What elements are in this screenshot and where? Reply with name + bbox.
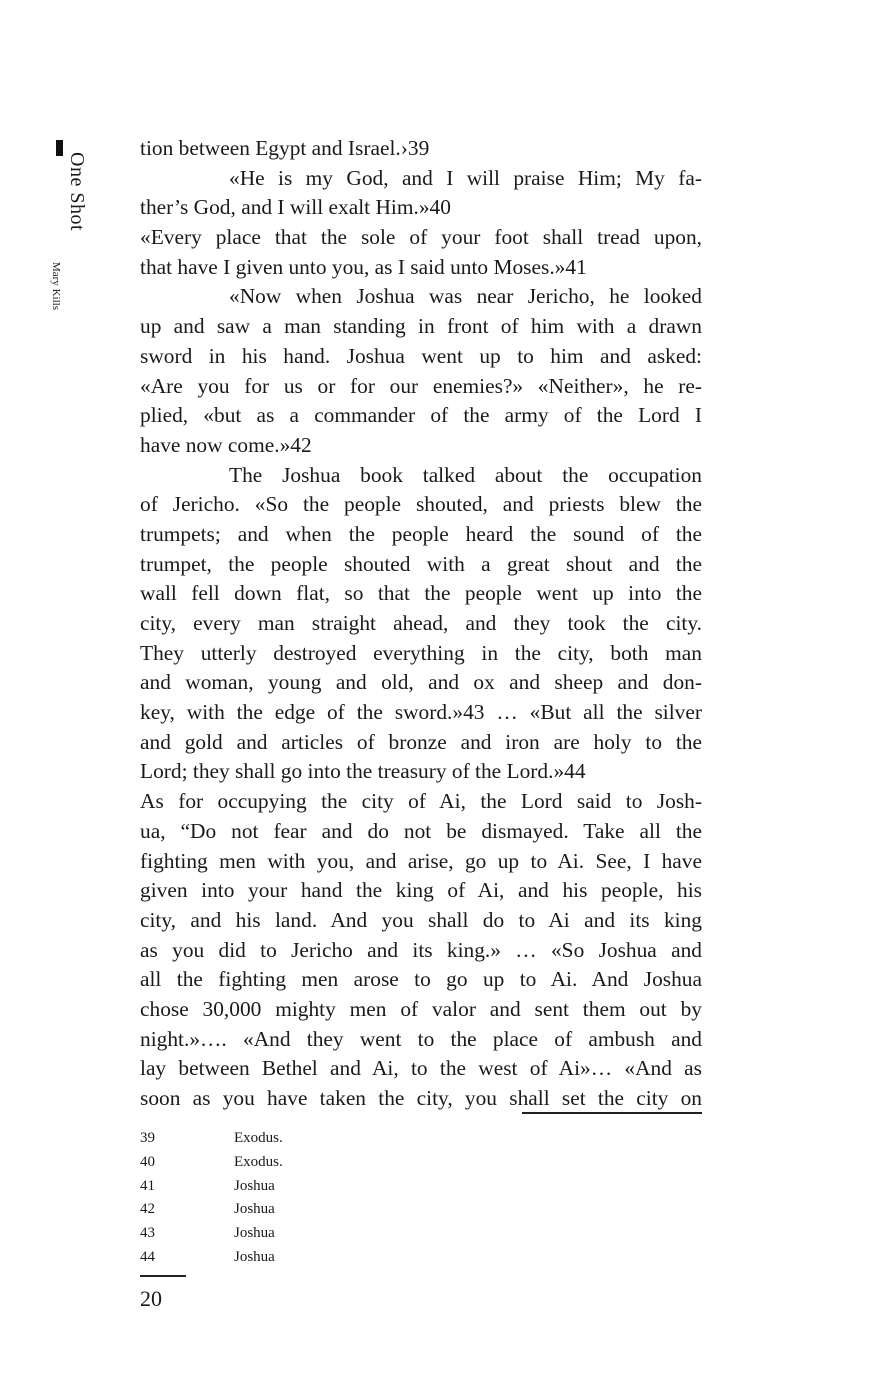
text-line: tion between Egypt and Israel.›39	[140, 136, 430, 160]
footnote-text: Joshua	[234, 1201, 275, 1218]
text-line: plied, «but as a commander of the army of the Lord I	[140, 403, 702, 428]
text-line: lay between Bethel and Ai, to the west of Ai»… «And as	[140, 1056, 702, 1081]
footnote-text: Joshua	[234, 1177, 275, 1194]
book-author: Mary Kills	[50, 262, 62, 310]
text-line: chose 30,000 mighty men of valor and sent them out by	[140, 996, 702, 1021]
text-line: The Joshua book talked about the occupation	[229, 462, 702, 487]
footnote	[140, 1246, 283, 1270]
text-line: city, every man straight ahead, and they took the city.	[140, 611, 702, 635]
footnote-number: 41	[140, 1177, 155, 1194]
page-number-rule	[140, 1275, 186, 1277]
text-line: As for occupying the city of Ai, the Lord said to Josh-	[140, 789, 702, 814]
footnote-separator	[522, 1112, 702, 1114]
text-line: night.»…. «And they went to the place of ambush and	[140, 1026, 702, 1051]
body-text	[140, 134, 702, 1114]
text-line: and gold and articles of bronze and iron are holy to the	[140, 729, 702, 754]
text-line: key, with the edge of the sword.»43 … «But all the silver	[140, 700, 702, 725]
text-line: trumpets; and when the people heard the sound of the	[140, 521, 702, 546]
text-line: fighting men with you, and arise, go up to Ai. See, I have	[140, 848, 702, 873]
footnote-text: Joshua	[234, 1248, 275, 1265]
footnote	[140, 1198, 283, 1222]
running-head-bar	[56, 140, 63, 156]
text-line: Lord; they shall go into the treasury of the Lord.»44	[140, 759, 586, 784]
footnotes	[140, 1127, 283, 1270]
text-line: as you did to Jericho and its king.» … «So Joshua and	[140, 937, 702, 962]
text-line: and woman, young and old, and ox and sheep and don-	[140, 670, 702, 695]
text-line: «Every place that the sole of your foot shall tread upon,	[140, 225, 702, 250]
footnote-text: Joshua	[234, 1225, 275, 1242]
book-title: One Shot	[66, 152, 88, 231]
footnote-number: 40	[140, 1153, 155, 1170]
text-line: up and saw a man standing in front of him with a drawn	[140, 314, 702, 339]
text-line: «He is my God, and I will praise Him; My fa-	[229, 165, 702, 190]
text-line: ther’s God, and I will exalt Him.»40	[140, 195, 451, 220]
text-line: They utterly destroyed everything in the city, both man	[140, 640, 702, 665]
footnote	[140, 1175, 283, 1199]
text-line: given into your hand the king of Ai, and his people, his	[140, 878, 702, 903]
footnote-text: Exodus.	[234, 1130, 283, 1146]
footnote	[140, 1222, 283, 1246]
text-line: sword in his hand. Joshua went up to him and asked:	[140, 343, 702, 368]
text-line: wall fell down flat, so that the people went up into the	[140, 581, 702, 606]
text-line: ua, “Do not fear and do not be dismayed. Take all the	[140, 818, 702, 843]
footnote-number: 43	[140, 1225, 155, 1242]
footnote	[140, 1127, 283, 1151]
text-line: city, and his land. And you shall do to Ai and its king	[140, 907, 702, 932]
page-number: 20	[140, 1286, 162, 1311]
text-line: trumpet, the people shouted with a great shout and the	[140, 551, 702, 576]
text-line: have now come.»42	[140, 432, 312, 457]
text-line: all the fighting men arose to go up to Ai. And Joshua	[140, 967, 702, 992]
text-line: soon as you have taken the city, you shall set the city on	[140, 1086, 702, 1110]
footnote	[140, 1151, 283, 1175]
footnote-number: 44	[140, 1248, 155, 1265]
footnote-text: Exodus.	[234, 1153, 283, 1170]
text-line: «Now when Joshua was near Jericho, he looked	[229, 284, 702, 309]
text-line: of Jericho. «So the people shouted, and priests blew the	[140, 492, 702, 517]
running-head	[20, 140, 88, 380]
text-line: that have I given unto you, as I said unto Moses.»41	[140, 254, 587, 279]
text-line: «Are you for us or for our enemies?» «Neither», he re-	[140, 373, 702, 398]
footnote-number: 42	[140, 1201, 155, 1218]
footnote-number: 39	[140, 1130, 155, 1146]
